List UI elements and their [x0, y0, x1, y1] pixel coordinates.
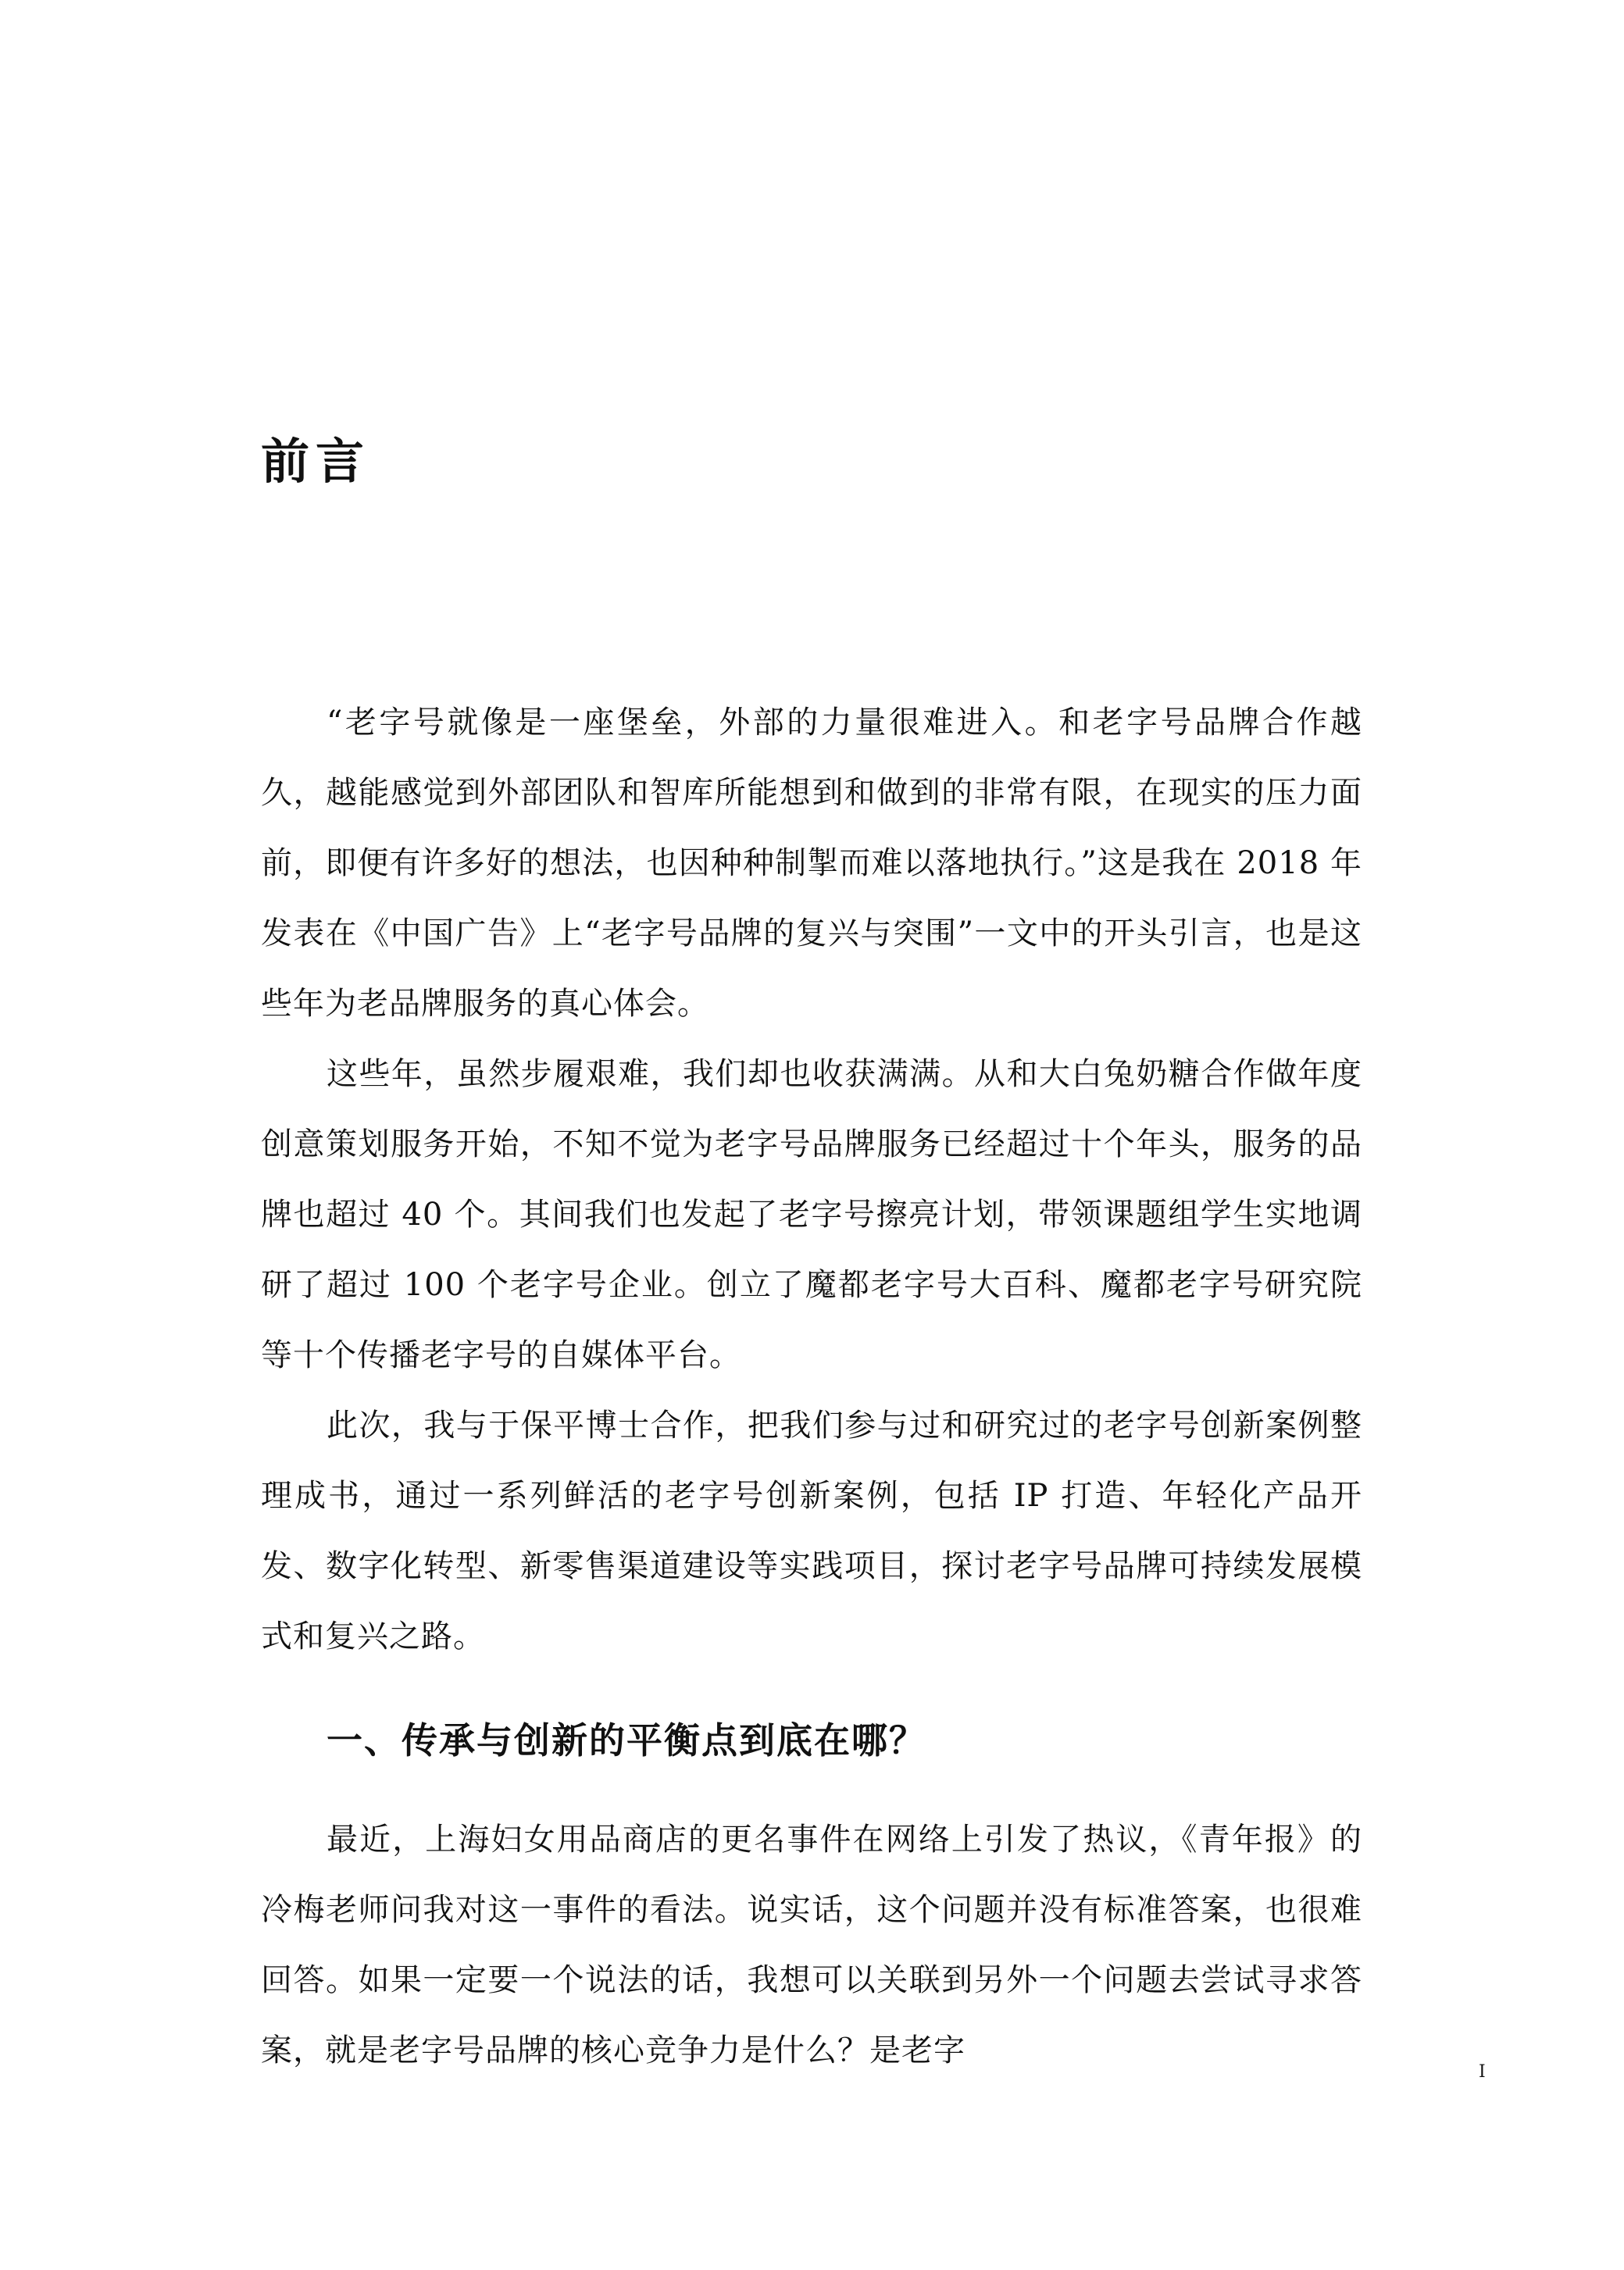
paragraph-intro-2: 这些年，虽然步履艰难，我们却也收获满满。从和大白兔奶糖合作做年度创意策划服务开始，不知不觉为老字号品牌服务已经超过十个年头，服务的品牌也超过 40 个。其间我们也发起了老字号擦亮计划，带领课题组学生实地调研了超过 100 个老字号企业。创立了魔都老字号大百科、魔都老字号研究院等十个传播老字号的自媒体平台。 [261, 1056, 1362, 1373]
chapter-title: 前言 [261, 433, 371, 490]
paragraph-section-1: 最近，上海妇女用品商店的更名事件在网络上引发了热议，《青年报》的冷梅老师问我对这一事件的看法。说实话，这个问题并没有标准答案，也很难回答。如果一定要一个说法的话，我想可以关联到另外一个问题去尝试寻求答案，就是老字号品牌的核心竞争力是什么？是老字 [261, 1822, 1362, 2068]
paragraph-intro-1: “老字号就像是一座堡垒，外部的力量很难进入。和老字号品牌合作越久，越能感觉到外部团队和智库所能想到和做到的非常有限，在现实的压力面前，即便有许多好的想法，也因种种制掣而难以落地执行。”这是我在 2018 年发表在《中国广告》上“老字号品牌的复兴与突围”一文中的开头引言，也是这些年为老品牌服务的真心体会。 [261, 705, 1362, 1022]
body-text [261, 687, 1362, 2086]
section-heading: 一、传承与创新的平衡点到底在哪？ [327, 1719, 926, 1761]
page-number: I [1479, 2062, 1486, 2082]
paragraph-intro-3: 此次，我与于保平博士合作，把我们参与过和研究过的老字号创新案例整理成书，通过一系列鲜活的老字号创新案例，包括 IP 打造、年轻化产品开发、数字化转型、新零售渠道建设等实践项目，探讨老字号品牌可持续发展模式和复兴之路。 [261, 1408, 1362, 1654]
